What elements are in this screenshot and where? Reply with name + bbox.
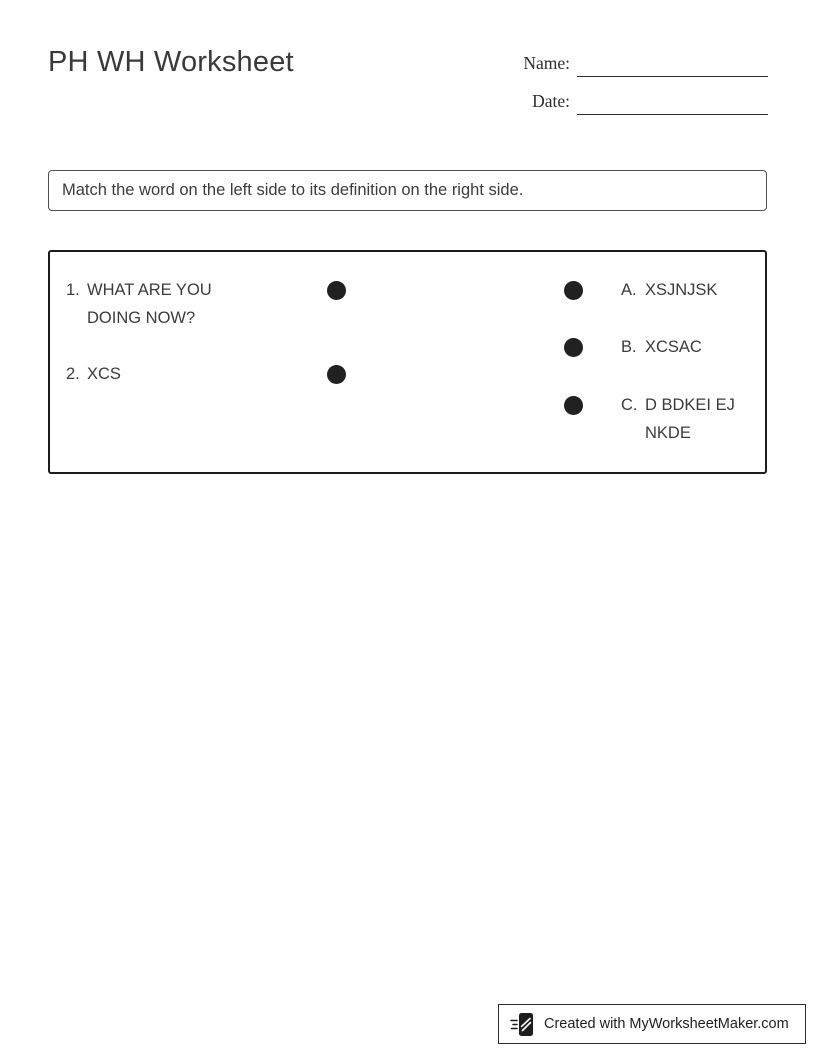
match-dot-left-2	[327, 365, 346, 384]
match-right-item-b-text: XCSAC	[645, 338, 702, 356]
match-left-item-1	[66, 276, 219, 332]
match-right-item-a	[621, 276, 717, 304]
matching-exercise-box	[48, 250, 767, 474]
match-right-item-c-text: D BDKEI EJ NKDE	[645, 396, 735, 442]
match-right-item-a-text: XSJNJSK	[645, 281, 718, 299]
name-label: Name:	[523, 53, 570, 73]
match-left-item-2-number: 2.	[66, 365, 80, 383]
match-dot-right-b	[564, 338, 583, 357]
match-right-item-c	[621, 391, 747, 447]
match-dot-right-a	[564, 281, 583, 300]
date-label: Date:	[532, 91, 570, 111]
match-right-item-c-letter: C.	[621, 396, 638, 414]
instructions-box	[48, 170, 767, 211]
worksheet-maker-logo-icon	[510, 1011, 535, 1038]
footer-credit-text: Created with MyWorksheetMaker.com	[544, 1016, 789, 1032]
match-left-item-2	[66, 360, 121, 388]
date-field-row	[523, 88, 768, 115]
match-dot-left-1	[327, 281, 346, 300]
instructions-text: Match the word on the left side to its definition on the right side.	[62, 181, 524, 199]
match-left-item-2-text: XCS	[87, 365, 121, 383]
header-fields	[523, 50, 768, 126]
match-right-item-b	[621, 333, 702, 361]
date-blank-line	[577, 90, 768, 115]
name-blank-line	[577, 52, 768, 77]
match-right-item-b-letter: B.	[621, 338, 637, 356]
page-title: PH WH Worksheet	[48, 46, 294, 78]
match-dot-right-c	[564, 396, 583, 415]
match-left-item-1-text: WHAT ARE YOU DOING NOW?	[87, 281, 212, 327]
match-right-item-a-letter: A.	[621, 281, 637, 299]
footer-credit-link[interactable]	[498, 1004, 806, 1044]
match-left-item-1-number: 1.	[66, 281, 80, 299]
name-field-row	[523, 50, 768, 77]
